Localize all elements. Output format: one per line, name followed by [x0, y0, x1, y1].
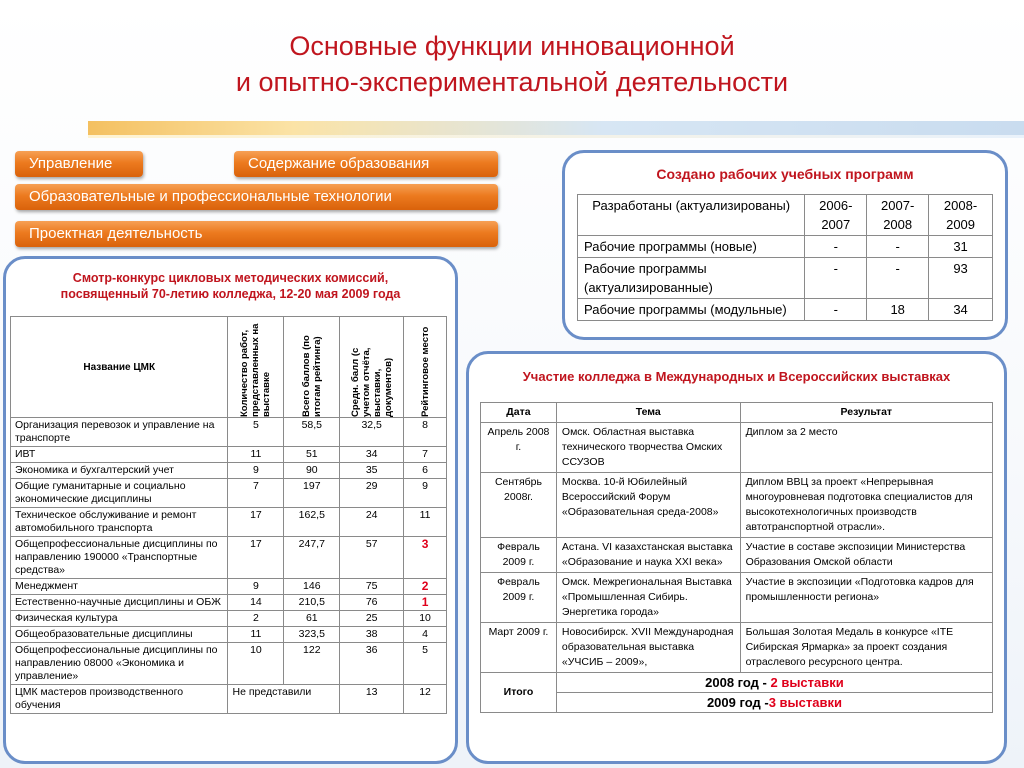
- contest-cell-count: 10: [228, 643, 284, 685]
- contest-cell-count: 9: [228, 579, 284, 595]
- contest-header-count-text: Количество работ, представленных на выставке: [239, 323, 273, 417]
- expo-table: [480, 402, 993, 713]
- table-row: [481, 573, 993, 623]
- expo-cell-result: Большая Золотая Медаль в конкурсе «ITE Сибирская Ярмарка» за проект создания отраслевого ресурсного центра.: [740, 623, 992, 673]
- expo-cell-date: Февраль 2009 г.: [481, 538, 557, 573]
- menu-proekt-button[interactable]: Проектная деятельность: [15, 221, 498, 247]
- programs-header-year3: 2008-2009: [929, 195, 993, 236]
- contest-cell-name: Общеобразовательные дисциплины: [11, 627, 228, 643]
- contest-cell-avg: 24: [340, 508, 404, 537]
- expo-header-result: Результат: [740, 403, 992, 423]
- table-row: [11, 447, 447, 463]
- expo-total-2009-value: 3 выставки: [768, 695, 842, 710]
- contest-cell-avg: 34: [340, 447, 404, 463]
- contest-cell-rank: 9: [404, 479, 447, 508]
- expo-total-2008: [556, 673, 992, 693]
- contest-cell-count: 7: [228, 479, 284, 508]
- expo-title: Участие колледжа в Международных и Всероссийских выставках: [522, 369, 951, 384]
- expo-total-2009-prefix: 2009 год -: [706, 695, 769, 710]
- expo-header-row: [481, 403, 993, 423]
- table-row: [11, 537, 447, 579]
- contest-cell-count: Не представили: [228, 685, 340, 714]
- contest-header-total-text: Всего баллов (по итогам рейтинга): [300, 335, 323, 417]
- expo-total-2008-value: 2 выставки: [770, 675, 844, 690]
- expo-cell-date: Март 2009 г.: [481, 623, 557, 673]
- table-row: [11, 627, 447, 643]
- contest-cell-avg: 32,5: [340, 418, 404, 447]
- contest-cell-avg: 35: [340, 463, 404, 479]
- contest-cell-rank-highlight: 1: [404, 595, 447, 611]
- table-row: [481, 423, 993, 473]
- table-row: [11, 685, 447, 714]
- expo-cell-theme: Москва. 10-й Юбилейный Всероссийский Форум «Образовательная среда-2008»: [556, 473, 740, 538]
- programs-cell-name: Рабочие программы (новые): [578, 236, 805, 258]
- expo-cell-result: Диплом за 2 место: [740, 423, 992, 473]
- page-title: [0, 28, 1024, 100]
- table-row: [481, 623, 993, 673]
- contest-cell-count: 9: [228, 463, 284, 479]
- table-row: [11, 643, 447, 685]
- expo-cell-theme: Астана. VI казахстанская выставка «Образование и наука XXI века»: [556, 538, 740, 573]
- expo-cell-result: Участие в экспозиции «Подготовка кадров для промышленности региона»: [740, 573, 992, 623]
- table-row: [11, 595, 447, 611]
- page-title-line2: и опытно-экспериментальной деятельности: [235, 67, 789, 97]
- programs-table: [577, 194, 993, 321]
- contest-cell-count: 17: [228, 508, 284, 537]
- programs-cell-name: Рабочие программы (актуализированные): [578, 258, 805, 299]
- contest-cell-avg: 38: [340, 627, 404, 643]
- decorative-stripe: [88, 121, 1024, 135]
- decorative-stripe-highlight: [88, 135, 1024, 138]
- expo-total-row: [481, 673, 993, 693]
- contest-cell-avg: 76: [340, 595, 404, 611]
- contest-header-count: [228, 317, 284, 418]
- expo-cell-result: Диплом ВВЦ за проект «Непрерывная многоуровневая подготовка специалистов для высокотехнологичных производств автотранспортной отрасли».: [740, 473, 992, 538]
- table-row: [11, 579, 447, 595]
- expo-cell-date: Сентябрь 2008г.: [481, 473, 557, 538]
- contest-cell-name: ИВТ: [11, 447, 228, 463]
- contest-cell-total: 122: [284, 643, 340, 685]
- contest-cell-name: Общепрофессиональные дисциплины по направлению 08000 «Экономика и управление»: [11, 643, 228, 685]
- contest-header-name: Название ЦМК: [11, 317, 228, 418]
- contest-cell-count: 11: [228, 447, 284, 463]
- contest-cell-name: Общие гуманитарные и социально экономические дисциплины: [11, 479, 228, 508]
- expo-total-row: [481, 693, 993, 713]
- table-row: [481, 538, 993, 573]
- contest-cell-name: Общепрофессиональные дисциплины по направлению 190000 «Транспортные средства»: [11, 537, 228, 579]
- programs-cell-year1: -: [805, 299, 867, 321]
- contest-cell-total: 247,7: [284, 537, 340, 579]
- contest-cell-avg: 75: [340, 579, 404, 595]
- contest-cell-name: Менеджмент: [11, 579, 228, 595]
- expo-cell-date: Февраль 2009 г.: [481, 573, 557, 623]
- contest-cell-count: 14: [228, 595, 284, 611]
- programs-header-row: [578, 195, 993, 236]
- contest-cell-rank: 7: [404, 447, 447, 463]
- contest-header-rank: [404, 317, 447, 418]
- contest-cell-count: 2: [228, 611, 284, 627]
- contest-cell-avg: 29: [340, 479, 404, 508]
- page-title-line1: Основные функции инновационной: [289, 31, 735, 61]
- contest-cell-avg: 25: [340, 611, 404, 627]
- table-row: [11, 479, 447, 508]
- table-row: [11, 611, 447, 627]
- menu-tehnologii-button[interactable]: Образовательные и профессиональные технологии: [15, 184, 498, 210]
- expo-cell-result: Участие в составе экспозиции Министерства Образования Омской области: [740, 538, 992, 573]
- contest-cell-total: 58,5: [284, 418, 340, 447]
- contest-cell-total: 146: [284, 579, 340, 595]
- expo-cell-date: Апрель 2008 г.: [481, 423, 557, 473]
- contest-cell-rank: 11: [404, 508, 447, 537]
- programs-cell-year1: -: [805, 258, 867, 299]
- programs-cell-year2: 18: [867, 299, 929, 321]
- contest-cell-rank-highlight: 3: [404, 537, 447, 579]
- expo-cell-theme: Омск. Межрегиональная Выставка «Промышленная Сибирь. Энергетика города»: [556, 573, 740, 623]
- table-row: [578, 299, 993, 321]
- menu-upravlenie-button[interactable]: Управление: [15, 151, 143, 177]
- contest-cell-count: 11: [228, 627, 284, 643]
- contest-cell-total: 61: [284, 611, 340, 627]
- contest-cell-rank: 12: [404, 685, 447, 714]
- expo-cell-theme: Омск. Областная выставка технического творчества Омских ССУЗОВ: [556, 423, 740, 473]
- contest-cell-name: Естественно-научные дисциплины и ОБЖ: [11, 595, 228, 611]
- contest-cell-avg: 13: [340, 685, 404, 714]
- menu-soderzhanie-button[interactable]: Содержание образования: [234, 151, 498, 177]
- expo-total-label: Итого: [481, 673, 557, 713]
- table-row: [11, 418, 447, 447]
- contest-cell-rank: 5: [404, 643, 447, 685]
- programs-title: Создано рабочих учебных программ: [656, 166, 914, 182]
- contest-cell-rank: 6: [404, 463, 447, 479]
- expo-total-2008-prefix: 2008 год -: [705, 675, 771, 690]
- contest-cell-rank: 4: [404, 627, 447, 643]
- programs-header-name: Разработаны (актуализированы): [578, 195, 805, 236]
- contest-cell-name: Экономика и бухгалтерский учет: [11, 463, 228, 479]
- expo-header-theme: Тема: [556, 403, 740, 423]
- contest-header-rank-text: Рейтинговое место: [419, 326, 431, 417]
- contest-header-avg-text: Средн. балл (с учетом отчёта, выставки, документов): [349, 347, 394, 417]
- contest-cell-total: 90: [284, 463, 340, 479]
- programs-cell-name: Рабочие программы (модульные): [578, 299, 805, 321]
- programs-cell-year2: -: [867, 258, 929, 299]
- table-row: [481, 473, 993, 538]
- contest-cell-avg: 57: [340, 537, 404, 579]
- programs-cell-year1: -: [805, 236, 867, 258]
- contest-cell-total: 210,5: [284, 595, 340, 611]
- contest-cell-total: 323,5: [284, 627, 340, 643]
- programs-cell-year3: 93: [929, 258, 993, 299]
- contest-cell-avg: 36: [340, 643, 404, 685]
- contest-cell-count: 17: [228, 537, 284, 579]
- contest-header-row: [11, 317, 447, 418]
- contest-cell-total: 51: [284, 447, 340, 463]
- expo-cell-theme: Новосибирск. XVII Международная образовательная выставка «УЧСИБ – 2009»,: [556, 623, 740, 673]
- contest-cell-name: ЦМК мастеров производственного обучения: [11, 685, 228, 714]
- contest-cell-count: 5: [228, 418, 284, 447]
- contest-table: [10, 316, 447, 714]
- contest-cell-name: Физическая культура: [11, 611, 228, 627]
- contest-cell-rank: 10: [404, 611, 447, 627]
- contest-cell-rank: 8: [404, 418, 447, 447]
- contest-cell-total: 162,5: [284, 508, 340, 537]
- table-row: [11, 508, 447, 537]
- expo-header-date: Дата: [481, 403, 557, 423]
- contest-title-line2: посвященный 70-летию колледжа, 12-20 мая 2009 года: [60, 287, 401, 301]
- programs-cell-year3: 34: [929, 299, 993, 321]
- contest-cell-name: Техническое обслуживание и ремонт автомобильного транспорта: [11, 508, 228, 537]
- contest-header-total: [284, 317, 340, 418]
- contest-cell-rank-highlight: 2: [404, 579, 447, 595]
- programs-cell-year3: 31: [929, 236, 993, 258]
- table-row: [11, 463, 447, 479]
- programs-header-year1: 2006-2007: [805, 195, 867, 236]
- table-row: [578, 258, 993, 299]
- contest-header-avg: [340, 317, 404, 418]
- programs-header-year2: 2007-2008: [867, 195, 929, 236]
- contest-title-line1: Смотр-конкурс цикловых методических комиссий,: [72, 271, 389, 285]
- table-row: [578, 236, 993, 258]
- contest-title: [10, 270, 451, 302]
- contest-cell-name: Организация перевозок и управление на транспорте: [11, 418, 228, 447]
- contest-cell-total: 197: [284, 479, 340, 508]
- expo-total-2009: [556, 693, 992, 713]
- programs-cell-year2: -: [867, 236, 929, 258]
